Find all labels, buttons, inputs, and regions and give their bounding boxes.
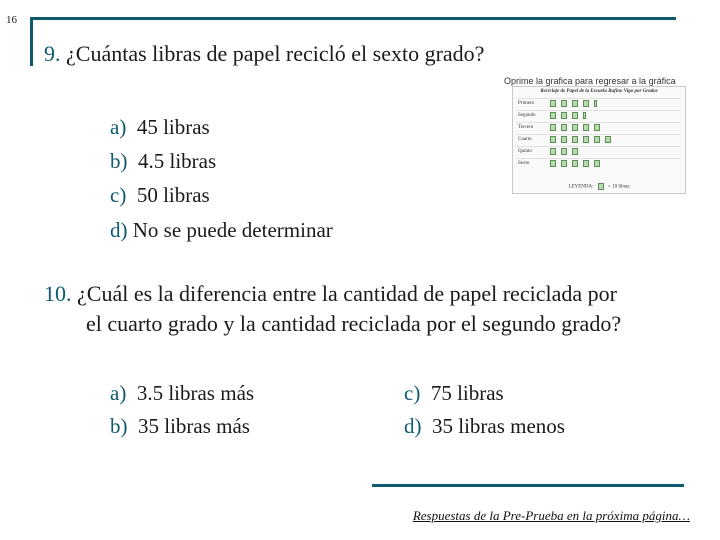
option-letter: b) <box>110 414 128 438</box>
accent-bar-top <box>30 17 676 20</box>
chart-legend <box>513 183 685 190</box>
pictograph-row-label: Quinto <box>518 149 532 154</box>
paper-icon <box>583 100 589 107</box>
option-letter: d) <box>110 218 128 242</box>
paper-icon <box>572 136 578 143</box>
pictograph-row-label: Sexto <box>518 161 530 166</box>
pictograph-icons <box>550 148 578 157</box>
paper-icon <box>550 112 556 119</box>
half-paper-icon <box>594 100 597 107</box>
pictograph-row <box>516 98 680 110</box>
option-text: 35 libras más <box>138 414 250 438</box>
q9-option-b[interactable] <box>110 148 216 174</box>
paper-icon <box>561 112 567 119</box>
question-9-number: 9. <box>44 41 61 66</box>
q10-option-a[interactable] <box>110 380 254 406</box>
paper-icon <box>583 160 589 167</box>
paper-icon <box>550 160 556 167</box>
paper-icon <box>583 124 589 131</box>
paper-icon <box>550 100 556 107</box>
option-letter: a) <box>110 115 127 139</box>
paper-icon <box>572 100 578 107</box>
pictograph-row <box>516 122 680 134</box>
chart-link-text[interactable]: Oprime la grafica para regresar a la gráfica <box>504 76 676 86</box>
pictograph-icons <box>550 100 597 109</box>
legend-label: LEYENDA: <box>568 184 594 190</box>
option-letter: a) <box>110 381 127 405</box>
option-text: No se puede determinar <box>132 218 333 242</box>
option-text: 4.5 libras <box>138 149 217 173</box>
paper-icon <box>550 148 556 155</box>
legend-value: = 10 libras <box>608 184 630 190</box>
q9-option-c[interactable] <box>110 182 210 208</box>
paper-icon <box>561 100 567 107</box>
option-text: 45 libras <box>136 115 210 139</box>
paper-icon <box>598 183 604 190</box>
paper-icon <box>572 112 578 119</box>
footer-next-page-link[interactable]: Respuestas de la Pre-Prueba en la próxima página… <box>412 508 690 523</box>
paper-icon <box>594 124 600 131</box>
question-10-line1: ¿Cuál es la diferencia entre la cantidad de papel reciclada por <box>77 281 617 306</box>
question-10-continued: el cuarto grado y la cantidad reciclada por el segundo grado? <box>86 311 622 336</box>
paper-icon <box>550 124 556 131</box>
option-letter: d) <box>404 414 422 438</box>
option-text: 3.5 libras más <box>136 381 255 405</box>
paper-icon <box>572 148 578 155</box>
question-10-number: 10. <box>44 281 72 306</box>
accent-bar-vertical <box>30 18 33 66</box>
option-letter: c) <box>404 381 421 405</box>
pictograph-row <box>516 146 680 158</box>
half-paper-icon <box>583 112 586 119</box>
question-9 <box>44 40 484 68</box>
paper-icon <box>572 124 578 131</box>
paper-icon <box>594 160 600 167</box>
pictograph-row <box>516 110 680 122</box>
pictograph-row <box>516 134 680 146</box>
option-text: 75 libras <box>430 381 504 405</box>
q9-option-a[interactable] <box>110 114 210 140</box>
q10-option-d[interactable] <box>404 413 565 439</box>
accent-bar-bottom <box>372 484 684 487</box>
q10-option-c[interactable] <box>404 380 504 406</box>
pictograph-row-label: Tercero <box>518 125 534 130</box>
question-9-text: ¿Cuántas libras de papel recicló el sexto grado? <box>66 41 485 66</box>
pictograph-icons <box>550 112 586 121</box>
paper-icon <box>594 136 600 143</box>
pictograph-row-label: Primero <box>518 101 535 106</box>
paper-icon <box>561 124 567 131</box>
option-text: 50 libras <box>136 183 210 207</box>
option-letter: b) <box>110 149 128 173</box>
paper-icon <box>583 136 589 143</box>
pictograph-row-label: Cuarto <box>518 137 532 142</box>
pictograph-icons <box>550 124 600 133</box>
q10-option-b[interactable] <box>110 413 250 439</box>
option-letter: c) <box>110 183 127 207</box>
q9-option-d[interactable] <box>110 217 333 243</box>
pictograph-icons <box>550 160 600 169</box>
pictograph-icons <box>550 136 611 145</box>
question-10 <box>44 280 617 308</box>
paper-icon <box>550 136 556 143</box>
slide-number: 16 <box>6 14 17 26</box>
paper-icon <box>605 136 611 143</box>
paper-icon <box>561 148 567 155</box>
chart-thumbnail-title: Reciclaje de Papel de la Escuela Rufino Vigo por Grados <box>540 89 658 94</box>
option-text: 35 libras menos <box>432 414 565 438</box>
pictograph-row <box>516 158 680 170</box>
pictograph-row-label: Segundo <box>518 113 536 118</box>
pictograph-grid <box>516 98 680 172</box>
chart-thumbnail[interactable] <box>512 86 686 194</box>
paper-icon <box>561 136 567 143</box>
paper-icon <box>572 160 578 167</box>
paper-icon <box>561 160 567 167</box>
